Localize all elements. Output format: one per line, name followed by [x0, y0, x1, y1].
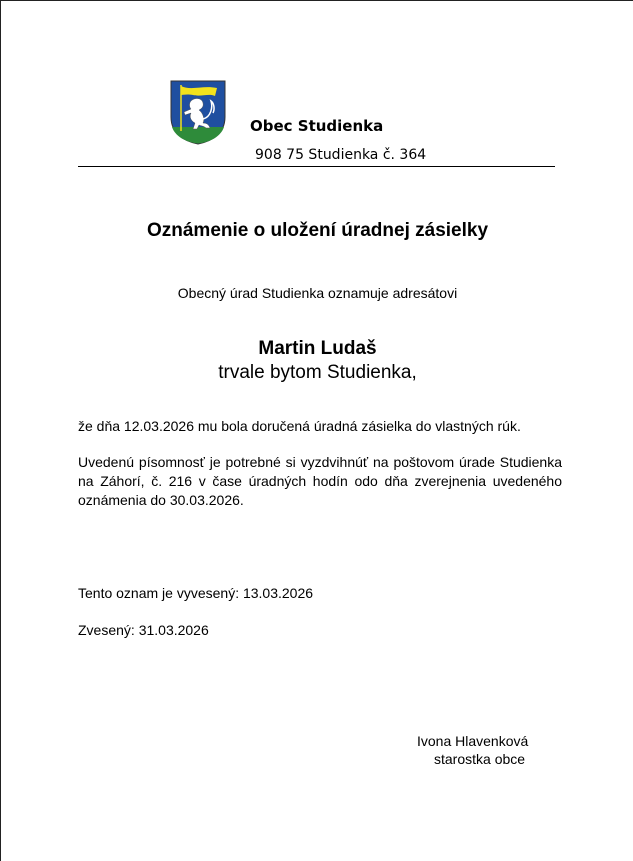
delivery-paragraph: že dňa 12.03.2026 mu bola doručená úradná zásielka do vlastných rúk. [78, 418, 521, 434]
notice-title: Oznámenie o uložení úradnej zásielky [146, 220, 489, 241]
header-divider [78, 166, 555, 167]
coat-of-arms-icon [169, 79, 227, 145]
org-name: Obec Studienka [250, 117, 384, 135]
signatory-role: starostka obce [434, 751, 526, 767]
removed-date: Zvesený: 31.03.2026 [78, 622, 209, 638]
org-address: 908 75 Studienka č. 364 [255, 147, 427, 163]
signatory-name: Ivona Hlavenková [417, 733, 529, 749]
posted-date: Tento oznam je vyvesený: 13.03.2026 [78, 585, 314, 601]
pickup-paragraph: Uvedenú písomnosť je potrebné si vyzdvihnúť na poštovom úrade Studienka na Záhorí, č. 216 v čase úradných hodín odo dňa zverejnenia uvedeného oznámenia do 30.03.2026. [78, 454, 562, 508]
notice-intro: Obecný úrad Studienka oznamuje adresátovi [177, 285, 458, 301]
recipient-residence: trvale bytom Studienka, [218, 362, 417, 383]
recipient-name: Martin Ludaš [258, 338, 377, 359]
